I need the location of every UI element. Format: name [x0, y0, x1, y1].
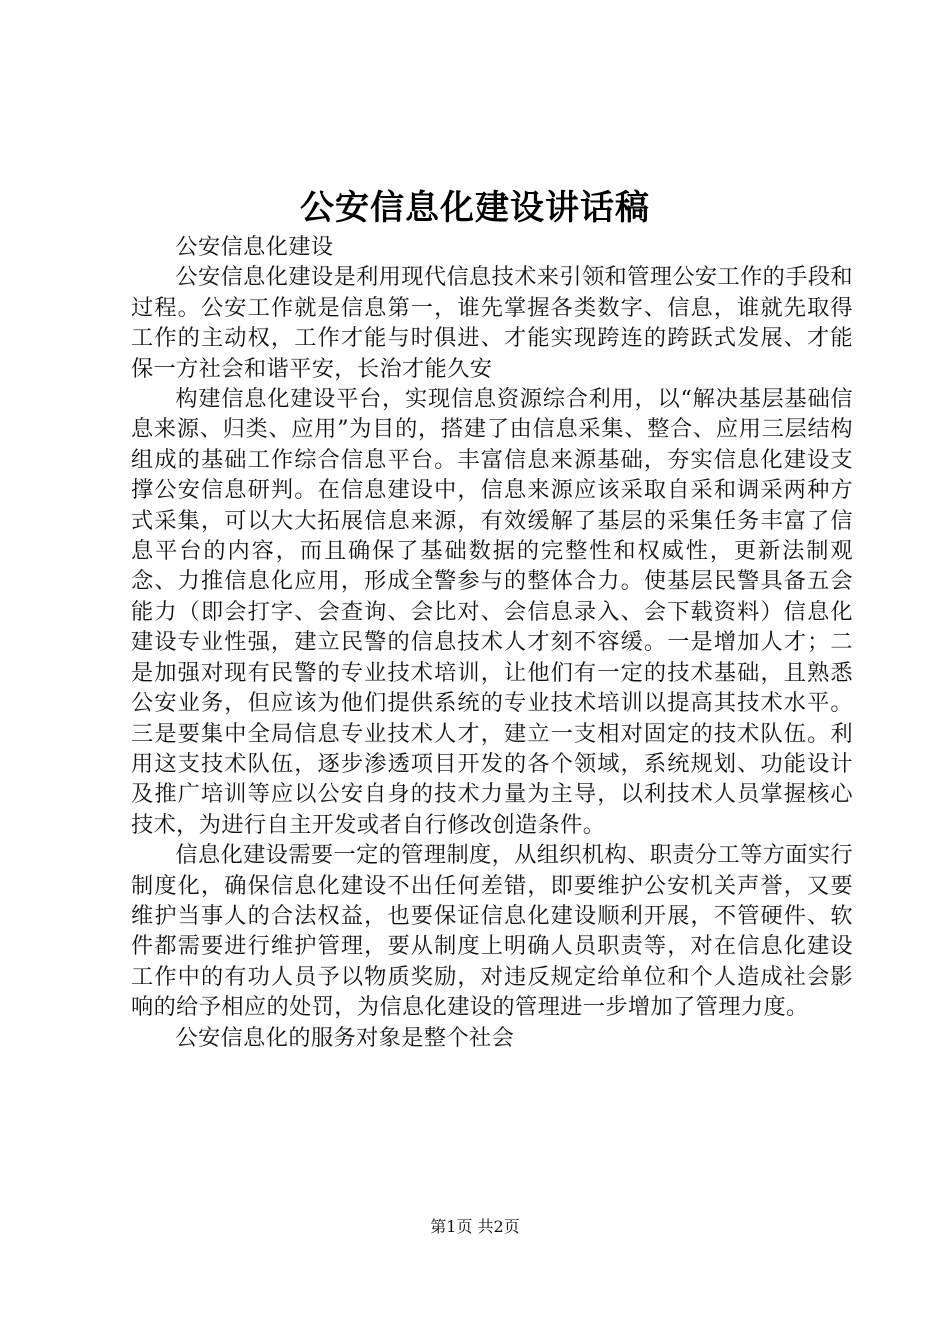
- paragraph: 公安信息化的服务对象是整个社会: [175, 1024, 515, 1051]
- document-body: [131, 232, 853, 1053]
- paragraph: 信息化建设需要一定的管理制度，从组织机构、职责分工等方面实行制度化，确保信息化建设不出任何差错，即要维护公安机关声誉，又要维护当事人的合法权益，也要保证信息化建设顺利开展，不管硬件、软件都需要进行维护管理，要从制度上明确人员职责等，对在信息化建设工作中的有功人员予以物质奖励，对违反规定给单位和个人造成社会影响的给予相应的处罚，为信息化建设的管理进一步增加了管理力度。: [131, 842, 854, 1021]
- paragraph-heading: 公安信息化建设: [175, 234, 334, 260]
- page-number-footer: 第1页 共2页: [430, 1217, 520, 1236]
- paragraph: 公安信息化建设是利用现代信息技术来引领和管理公安工作的手段和过程。公安工作就是信息第一，谁先掌握各类数字、信息，谁就先取得工作的主动权，工作才能与时俱进、才能实现跨连的跨跃式发展、才能保一方社会和谐平安，长治才能久安: [131, 264, 854, 382]
- document-title: 公安信息化建设讲话稿: [300, 188, 650, 228]
- paragraph: 构建信息化建设平台，实现信息资源综合利用，以“解决基层基础信息来源、归类、应用”为目的，搭建了由信息采集、整合、应用三层结构组成的基础工作综合信息平台。丰富信息来源基础，夯实信息化建设支撑公安信息研判。在信息建设中，信息来源应该采取自采和调采两种方式采集，可以大大拓展信息来源，有效缓解了基层的采集任务丰富了信息平台的内容，而且确保了基础数据的完整性和权威性，更新法制观念、力推信息化应用，形成全警参与的整体合力。使基层民警具备五会能力（即会打字、会查询、会比对、会信息录入、会下载资料）信息化建设专业性强，建立民警的信息技术人才刻不容缓。一是增加人才；二是加强对现有民警的专业技术培训，让他们有一定的技术基础，且熟悉公安业务，但应该为他们提供系统的专业技术培训以提高其技术水平。三是要集中全局信息专业技术人才，建立一支相对固定的技术队伍。利用这支技术队伍，逐步渗透项目开发的各个领域，系统规划、功能设计及推广培训等应以公安自身的技术力量为主导，以利技术人员掌握核心技术，为进行自主开发或者自行修改创造条件。: [131, 386, 853, 838]
